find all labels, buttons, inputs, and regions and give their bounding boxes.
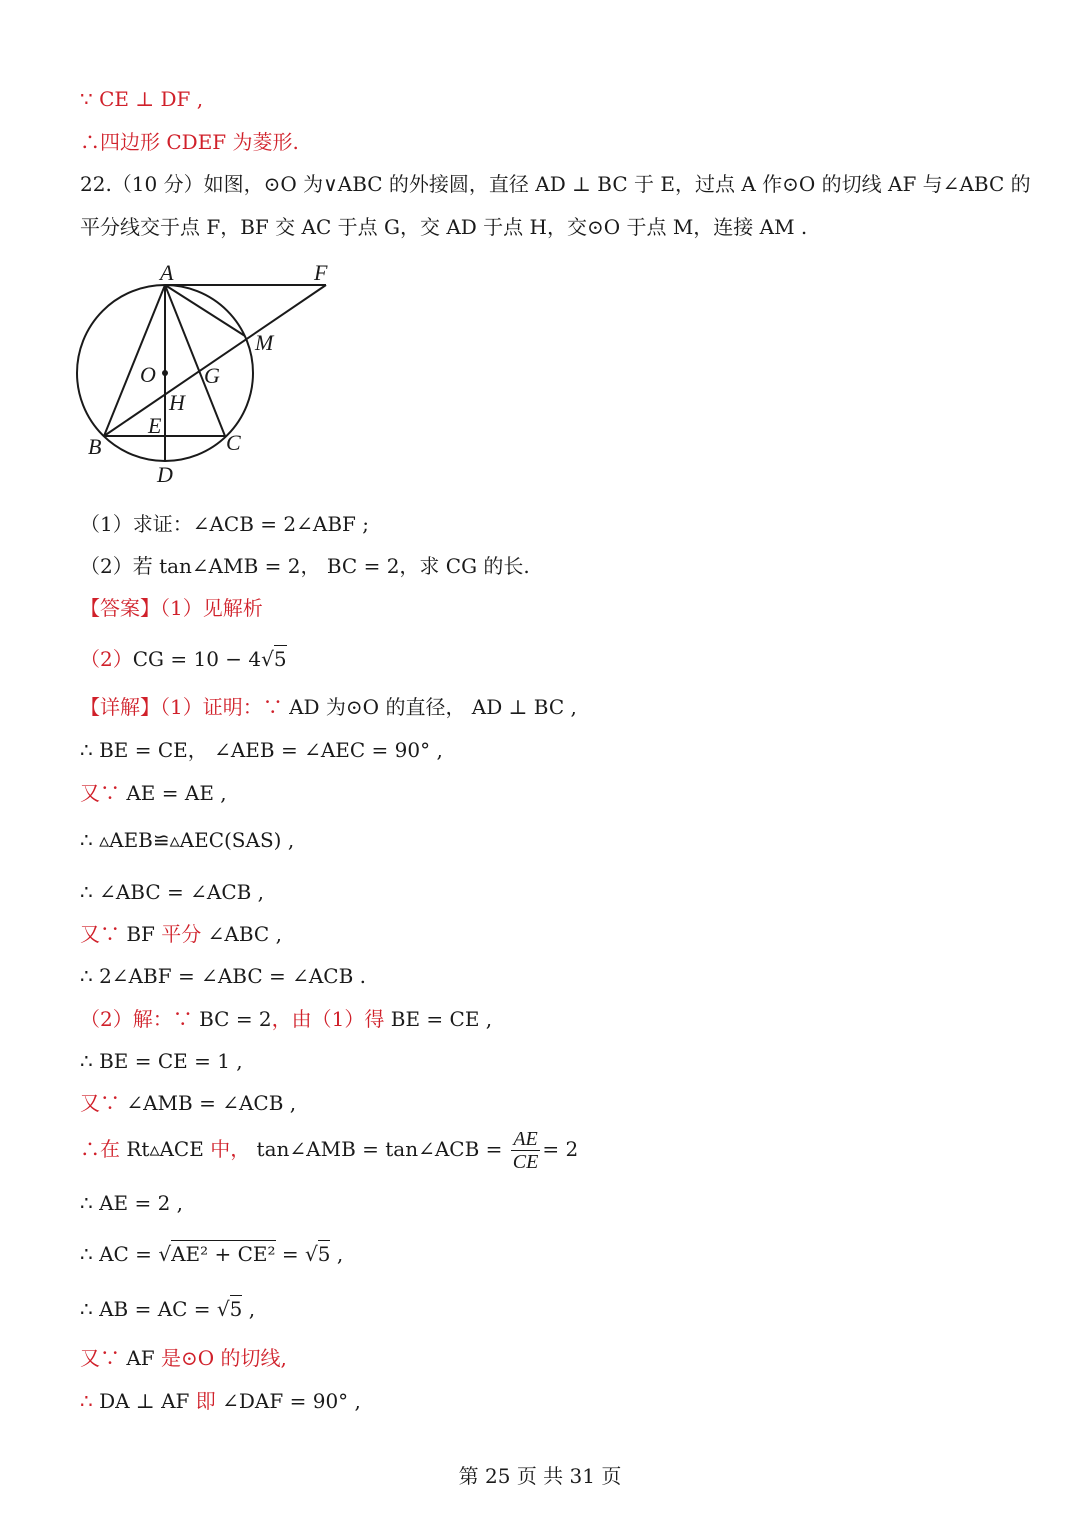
detail-line-8: （2）解：∵ BC = 2，由（1）得 BE = CE , (80, 1007, 493, 1031)
answer-label: 【答案】（1）见解析 (80, 596, 263, 620)
detail-line-13: ∴ AC = √AE² + CE² = √5 , (80, 1242, 344, 1266)
label-f: F (314, 260, 328, 285)
detail-line-9: ∴ BE = CE = 1 , (80, 1049, 243, 1073)
answer-2: （2）CG = 10 − 4√5 (80, 647, 287, 671)
question-22-line-1: 22.（10 分）如图，⊙O 为∨ABC 的外接圆，直径 AD ⊥ BC 于 E，过点 A 作⊙O 的切线 AF 与∠ABC 的 (80, 172, 1031, 196)
detail-line-4: ∴ ▵AEB≌▵AEC(SAS) , (80, 828, 295, 852)
line-am (165, 285, 245, 336)
detail-line-16: ∴ DA ⊥ AF 即 ∠DAF = 90° , (80, 1389, 361, 1413)
proof-line-1: ∵ CE ⊥ DF , (80, 87, 204, 111)
detail-line-14: ∴ AB = AC = √5 , (80, 1297, 256, 1321)
detail-line-12: ∴ AE = 2 , (80, 1191, 184, 1215)
label-g: G (204, 363, 220, 388)
detail-line-10: 又∵ ∠AMB = ∠ACB , (80, 1091, 297, 1115)
label-h: H (169, 390, 185, 415)
label-m: M (255, 330, 274, 355)
detail-line-6: 又∵ BF 平分 ∠ABC , (80, 922, 282, 946)
label-a: A (160, 260, 174, 285)
detail-line-2: ∴ BE = CE， ∠AEB = ∠AEC = 90° , (80, 738, 443, 762)
detail-line-3: 又∵ AE = AE , (80, 781, 227, 805)
detail-line-5: ∴ ∠ABC = ∠ACB , (80, 880, 265, 904)
label-c: C (226, 430, 241, 455)
label-d: D (157, 462, 173, 487)
label-e: E (148, 413, 162, 438)
proof-line-2: ∴四边形 CDEF 为菱形. (80, 130, 299, 154)
page-footer: 第 25 页 共 31 页 (458, 1464, 622, 1488)
part-2: （2）若 tan∠AMB = 2， BC = 2，求 CG 的长. (80, 554, 530, 578)
detail-line-11: ∴在 Rt▵ACE 中， tan∠AMB = tan∠ACB = $\frac{AE}{CE}$ = 2 (80, 1128, 579, 1173)
detail-line-15: 又∵ AF 是⊙O 的切线, (80, 1346, 287, 1370)
detail-line-7: ∴ 2∠ABF = ∠ABC = ∠ACB . (80, 964, 367, 988)
label-b: B (88, 434, 102, 459)
fraction-ae-ce: $\frac{AE}{CE}$ (512, 1128, 539, 1173)
center-point-o (162, 370, 168, 376)
label-o: O (140, 362, 156, 387)
detail-line-1: 【详解】（1）证明：∵ AD 为⊙O 的直径， AD ⊥ BC , (80, 695, 577, 719)
geometry-figure (70, 258, 340, 488)
question-22-line-2: 平分线交于点 F，BF 交 AC 于点 G，交 AD 于点 H，交⊙O 于点 M，连接 AM . (80, 215, 808, 239)
part-1: （1）求证：∠ACB = 2∠ABF ; (80, 512, 369, 536)
